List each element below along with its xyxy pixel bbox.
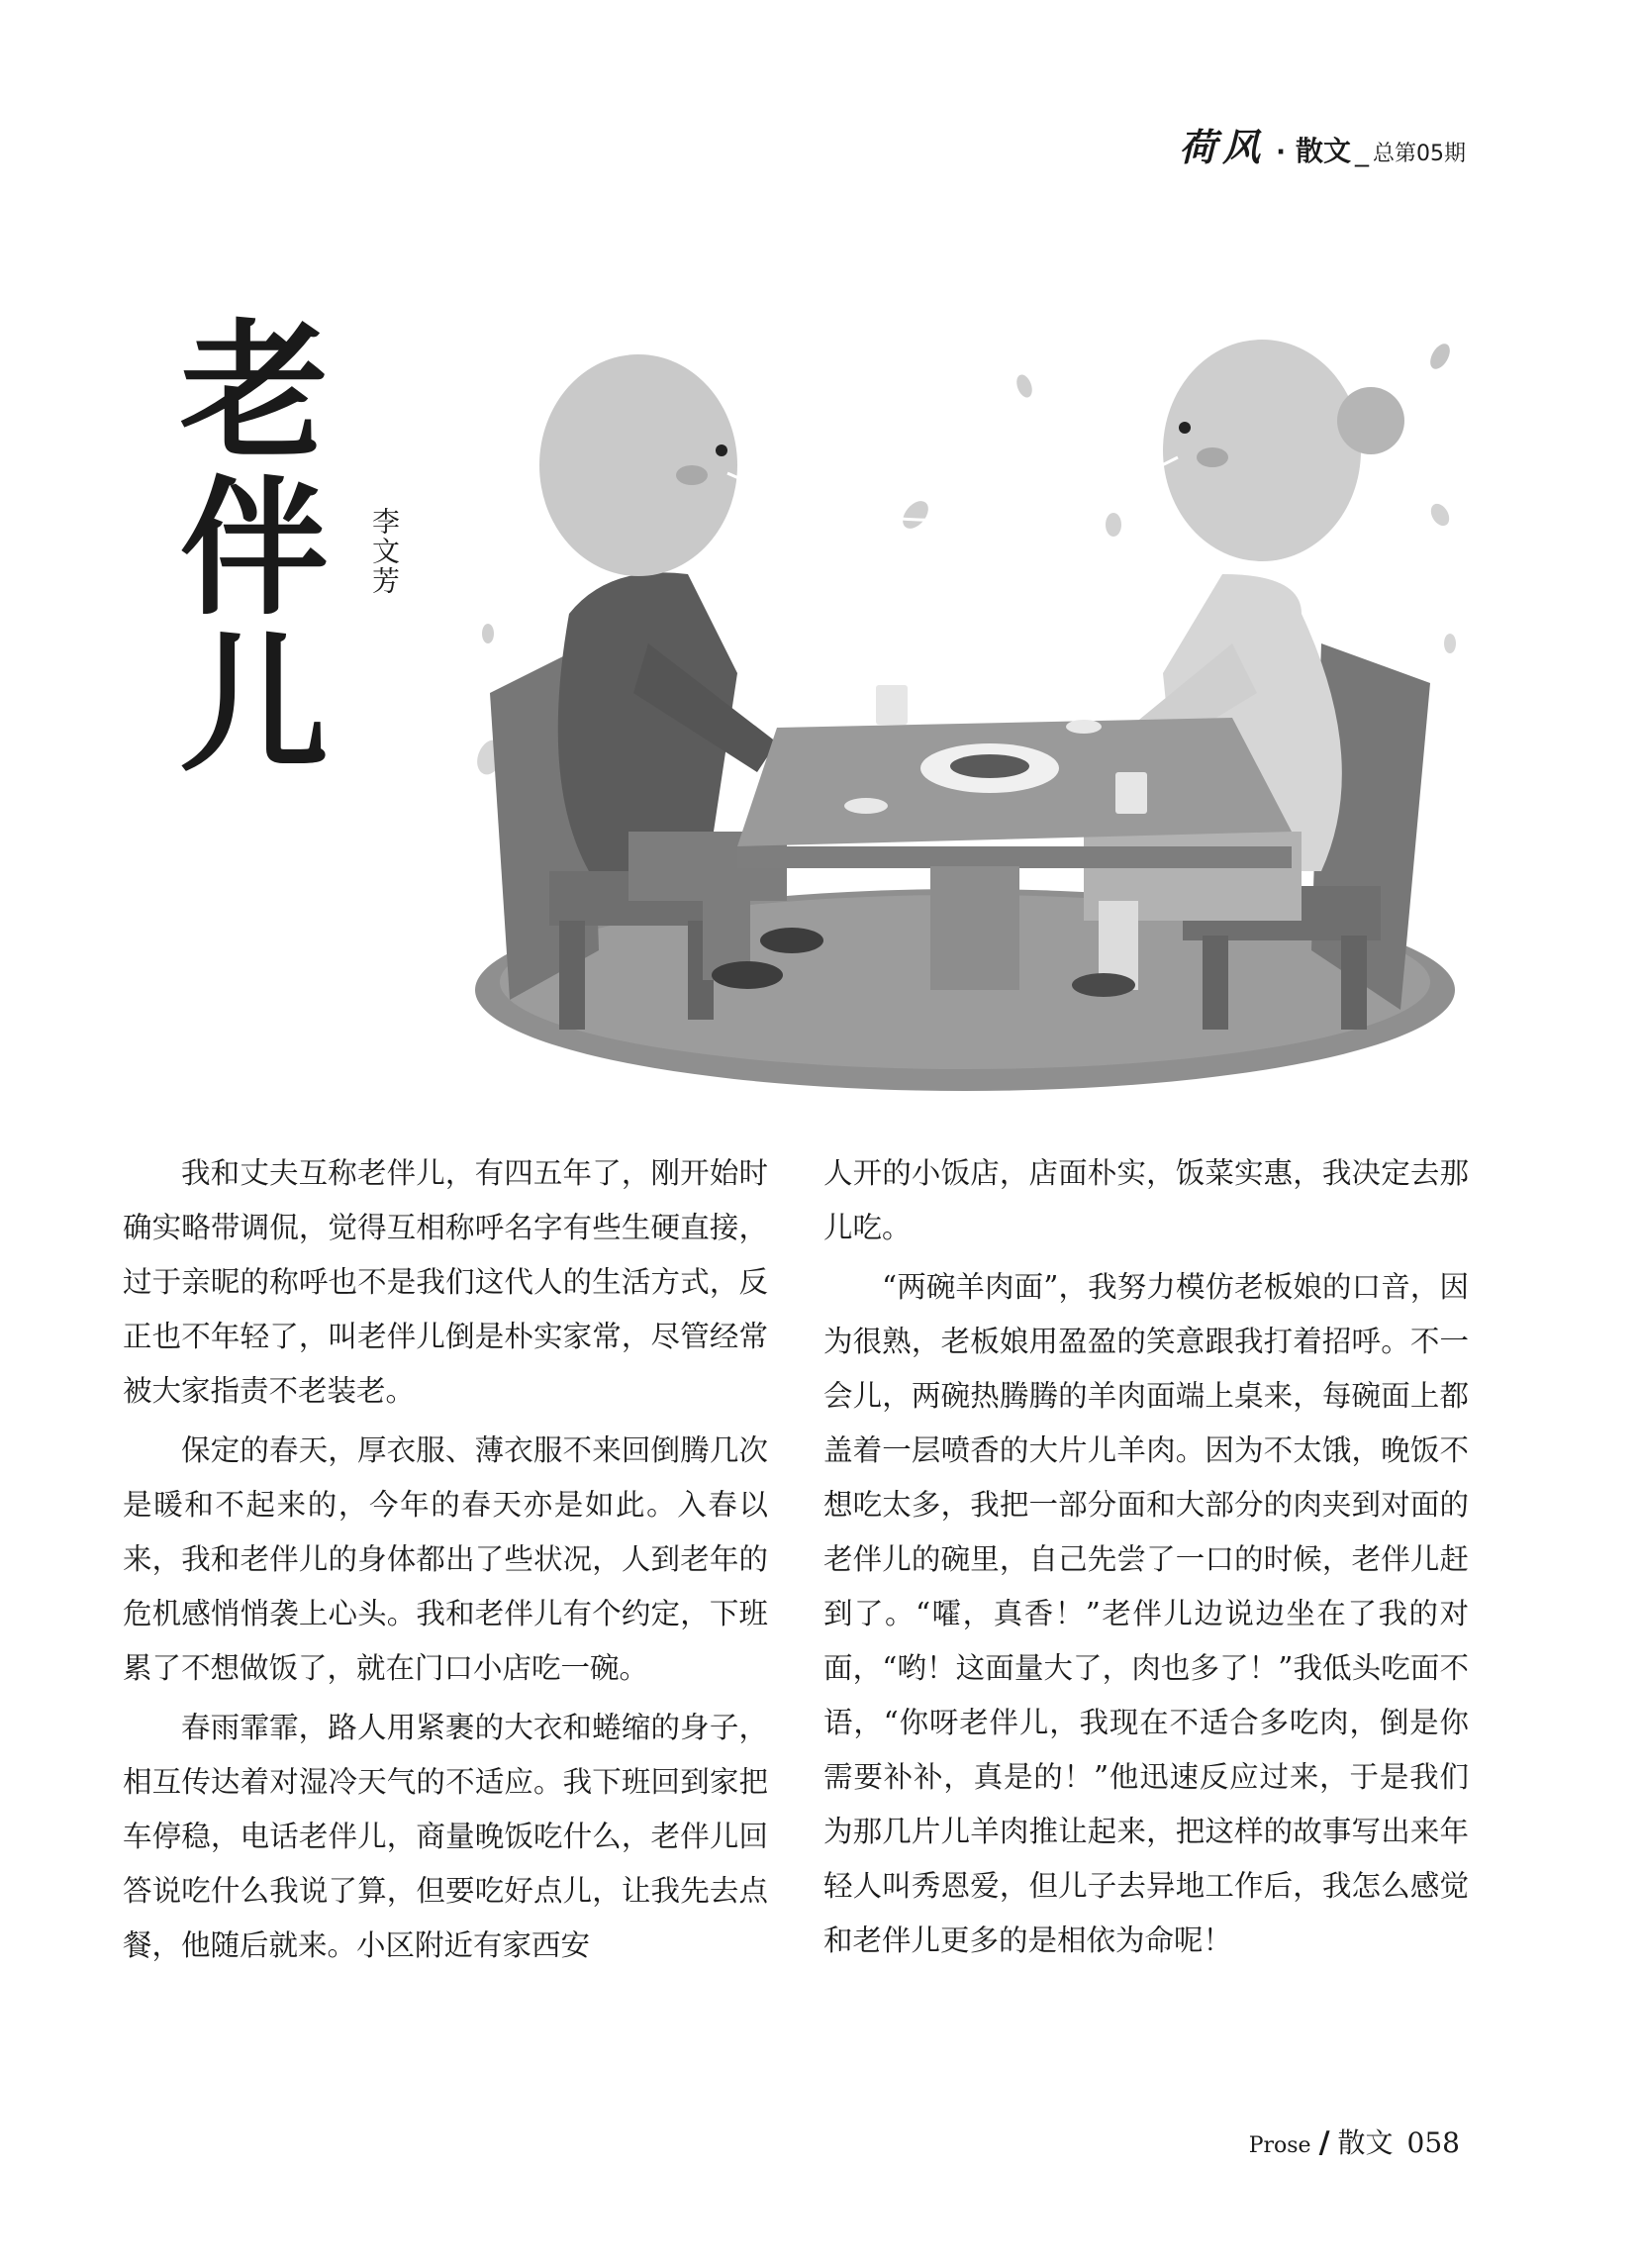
petal [1013, 372, 1034, 399]
old-woman-head [1163, 340, 1361, 561]
footer-chinese-label: 散文 [1337, 2126, 1394, 2159]
elderly-couple-illustration [450, 317, 1460, 1109]
petal [898, 496, 933, 533]
issue-number: 总第05期 [1373, 142, 1466, 166]
page-number: 058 [1406, 2126, 1460, 2159]
old-woman-cheek [1197, 447, 1228, 467]
petal [1444, 634, 1456, 653]
table-edge [737, 846, 1292, 868]
old-man-eye [716, 444, 727, 456]
page-footer [1249, 2121, 1460, 2161]
text-column-left [123, 1146, 768, 1978]
old-man-shoe [712, 961, 783, 989]
section-name: 散文 [1295, 135, 1351, 167]
small-dish [844, 798, 888, 814]
title-char-1: 老 [179, 307, 329, 479]
left-cup [876, 685, 908, 725]
right-cup [1115, 772, 1147, 814]
footer-slash: / [1318, 2125, 1330, 2160]
petal [1426, 341, 1454, 372]
petal [1106, 513, 1121, 537]
old-woman-eye [1179, 422, 1191, 434]
noodles [950, 754, 1029, 778]
paragraph-continued: 人开的小饭店，店面朴实，饭菜实惠，我决定去那儿吃。 [823, 1156, 1469, 1244]
paragraph: “两碗羊肉面”，我努力模仿老板娘的口音，因为很熟，老板娘用盈盈的笑意跟我打着招呼。不一会儿，两碗热腾腾的羊肉面端上桌来，每碗面上都盖着一层喷香的大片儿羊肉。因为不太饿，晚饭不想吃太多，我把一部分面和大部分的肉夹到对面的老伴儿的碗里，自己先尝了一口的时候，老伴儿赶到了。“嚯，真香！”老伴儿边说边坐在了我的对面，“哟！这面量大了，肉也多了！”我低头吃面不语，“你呀老伴儿，我现在不适合多吃肉，倒是你需要补补，真是的！”他迅速反应过来，于是我们为那几片儿羊肉推让起来，把这样的故事写出来年轻人叫秀恩爱，但儿子去异地工作后，我怎么感觉和老伴儿更多的是相依为命呢！ [823, 1270, 1469, 1957]
old-man-cheek [676, 465, 708, 485]
paragraph: 我和丈夫互称老伴儿，有四五年了，刚开始时确实略带调侃，觉得互相称呼名字有些生硬直接，过于亲昵的称呼也不是我们这代人的生活方式，反正也不年轻了，叫老伴儿倒是朴实家常，尽管经常被大家指责不老装老。 [123, 1156, 768, 1408]
title-char-2: 伴 [179, 463, 329, 636]
author-name: 李文芳 [368, 507, 401, 596]
petal [482, 624, 494, 643]
header-dot: · [1276, 138, 1286, 167]
right-chair-leg [1341, 936, 1367, 1030]
table-pedestal [930, 866, 1019, 990]
magazine-brand: 荷风 [1179, 125, 1267, 169]
header-separator: _ [1355, 135, 1369, 167]
paragraph: 春雨霏霏，路人用紧裹的大衣和蜷缩的身子，相互传达着对湿冷天气的不适应。我下班回到家把车停稳，电话老伴儿，商量晚饭吃什么，老伴儿回答说吃什么我说了算，但要吃好点儿，让我先去点餐，他随后就来。小区附近有家西安 [123, 1711, 768, 1962]
footer-english-label: Prose [1248, 2133, 1311, 2158]
shared-noodle [727, 457, 1178, 520]
petal [1427, 501, 1453, 530]
old-woman-hair-bun [1337, 387, 1404, 454]
right-chair-leg [1203, 936, 1228, 1030]
small-dish [1066, 720, 1102, 734]
text-column-right [823, 1146, 1469, 1973]
old-woman-shoe [1072, 973, 1135, 997]
old-man-head [539, 354, 737, 576]
left-chair-leg [559, 921, 585, 1030]
paragraph: 保定的春天，厚衣服、薄衣服不来回倒腾几次是暖和不起来的，今年的春天亦是如此。入春以来，我和老伴儿的身体都出了些状况，人到老年的危机感悄悄袭上心头。我和老伴儿有个约定，下班累了不想做饭了，就在门口小店吃一碗。 [123, 1433, 768, 1685]
article-title [170, 307, 338, 792]
old-man-shoe [760, 928, 823, 953]
running-header [1179, 117, 1466, 171]
title-char-3: 儿 [179, 620, 329, 792]
